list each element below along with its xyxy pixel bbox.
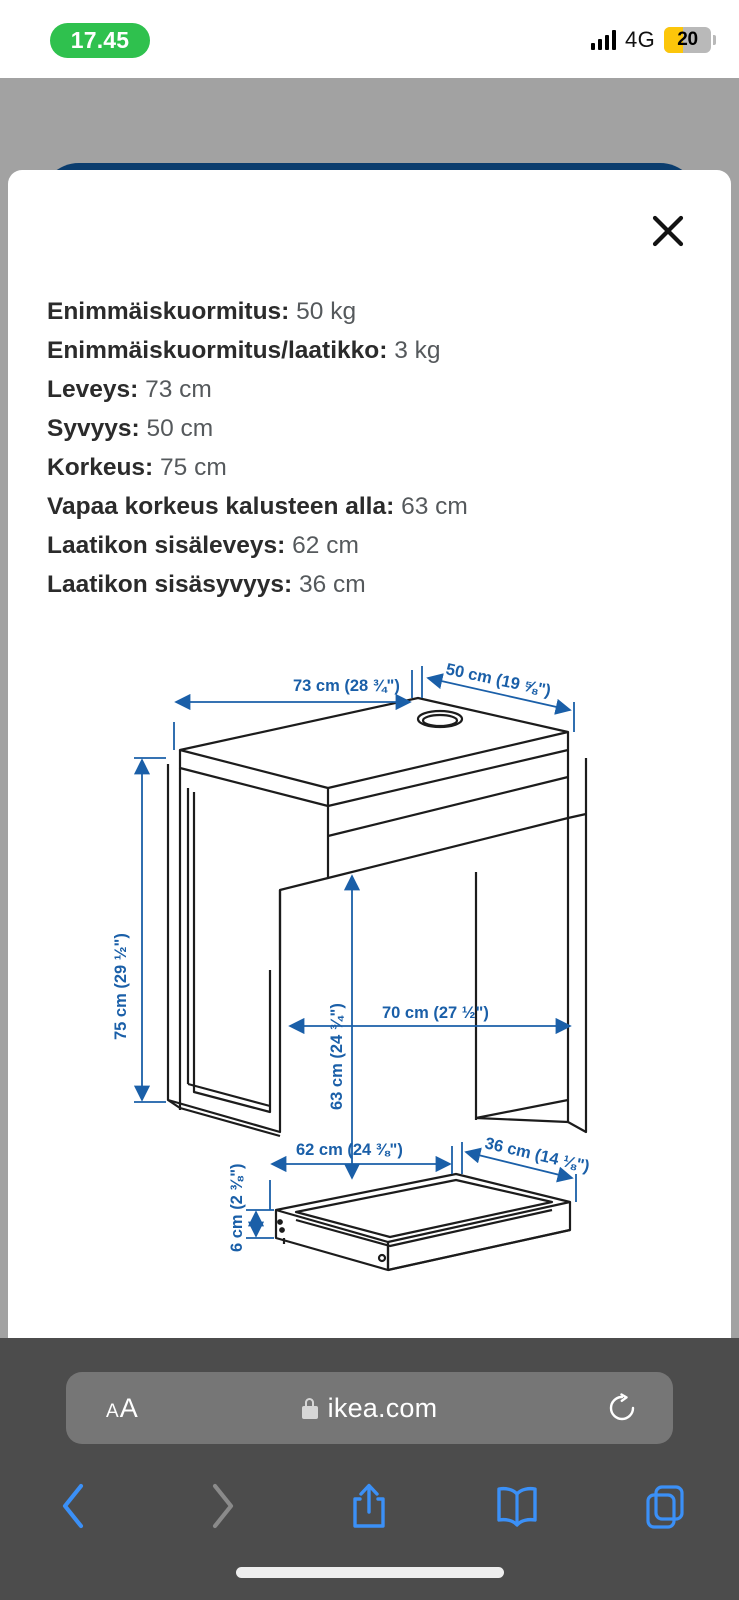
share-icon bbox=[347, 1480, 391, 1532]
bookmarks-button[interactable] bbox=[443, 1466, 591, 1546]
url-label: ikea.com bbox=[327, 1392, 438, 1423]
spec-row bbox=[47, 370, 687, 409]
dimension-label-height: 75 cm (29 ½") bbox=[112, 933, 130, 1040]
spec-value: 75 cm bbox=[160, 454, 227, 481]
spec-value: 50 kg bbox=[296, 298, 357, 325]
dimension-label-clearance-height: 63 cm (24 ¾") bbox=[328, 1003, 346, 1110]
spec-value: 62 cm bbox=[292, 532, 359, 559]
spec-row bbox=[47, 487, 687, 526]
back-icon bbox=[56, 1480, 92, 1532]
spec-label: Syvyys: bbox=[47, 415, 140, 442]
spec-value: 50 cm bbox=[146, 415, 214, 442]
drawer-label-height: 6 cm (2 ⅜") bbox=[228, 1163, 246, 1252]
status-indicators bbox=[591, 22, 711, 58]
spec-row bbox=[47, 331, 687, 370]
forward-button[interactable] bbox=[148, 1466, 296, 1546]
spec-value: 73 cm bbox=[145, 376, 212, 403]
spec-value: 63 cm bbox=[401, 493, 468, 520]
home-indicator[interactable] bbox=[236, 1567, 504, 1578]
lock-icon bbox=[302, 1398, 318, 1419]
time-recording-pill bbox=[50, 23, 150, 58]
spec-value: 3 kg bbox=[394, 337, 441, 364]
signal-bars-icon bbox=[591, 30, 617, 50]
status-time: 17.45 bbox=[70, 27, 130, 53]
spec-label: Leveys: bbox=[47, 376, 139, 403]
tabs-icon bbox=[641, 1480, 689, 1532]
text-size-big-a: A bbox=[119, 1392, 138, 1423]
back-button[interactable] bbox=[0, 1466, 148, 1546]
spec-label: Korkeus: bbox=[47, 454, 154, 481]
dimension-label-clearance-width: 70 cm (27 ½") bbox=[382, 1004, 489, 1022]
drawer-label-depth: 36 cm (14 ⅛") bbox=[483, 1134, 592, 1176]
spec-label: Enimmäiskuormitus/laatikko: bbox=[47, 337, 388, 364]
spec-label: Enimmäiskuormitus: bbox=[47, 298, 290, 325]
spec-row bbox=[47, 526, 687, 565]
address-bar[interactable] bbox=[66, 1372, 673, 1444]
browser-toolbar bbox=[0, 1466, 739, 1546]
battery-icon bbox=[664, 27, 711, 53]
spec-value: 36 cm bbox=[298, 571, 366, 598]
desk-dimension-diagram bbox=[8, 640, 731, 1330]
network-type-label: 4G bbox=[625, 27, 655, 52]
share-button[interactable] bbox=[296, 1466, 444, 1546]
tabs-button[interactable] bbox=[591, 1466, 739, 1546]
spec-row bbox=[47, 292, 687, 331]
forward-icon bbox=[204, 1480, 240, 1532]
bookmarks-icon bbox=[492, 1480, 542, 1532]
spec-label: Vapaa korkeus kalusteen alla: bbox=[47, 493, 395, 520]
dimension-label-width: 73 cm (28 ¾") bbox=[293, 677, 400, 695]
spec-label: Laatikon sisäsyvyys: bbox=[47, 571, 293, 598]
spec-row bbox=[47, 448, 687, 487]
text-size-small-a: A bbox=[106, 1400, 119, 1422]
battery-level-label: 20 bbox=[677, 29, 698, 50]
specification-list bbox=[47, 292, 687, 604]
product-details-sheet bbox=[8, 170, 731, 1338]
drawer-label-width: 62 cm (24 ⅜") bbox=[296, 1141, 403, 1159]
safari-bottom-chrome bbox=[0, 1338, 739, 1600]
spec-row bbox=[47, 565, 687, 604]
close-icon[interactable] bbox=[647, 210, 689, 252]
spec-label: Laatikon sisäleveys: bbox=[47, 532, 286, 559]
reload-icon[interactable] bbox=[607, 1393, 637, 1423]
status-bar bbox=[0, 0, 739, 78]
spec-row bbox=[47, 409, 687, 448]
dimension-label-depth: 50 cm (19 ⅝") bbox=[444, 660, 553, 701]
address-bar-content bbox=[66, 1393, 673, 1424]
